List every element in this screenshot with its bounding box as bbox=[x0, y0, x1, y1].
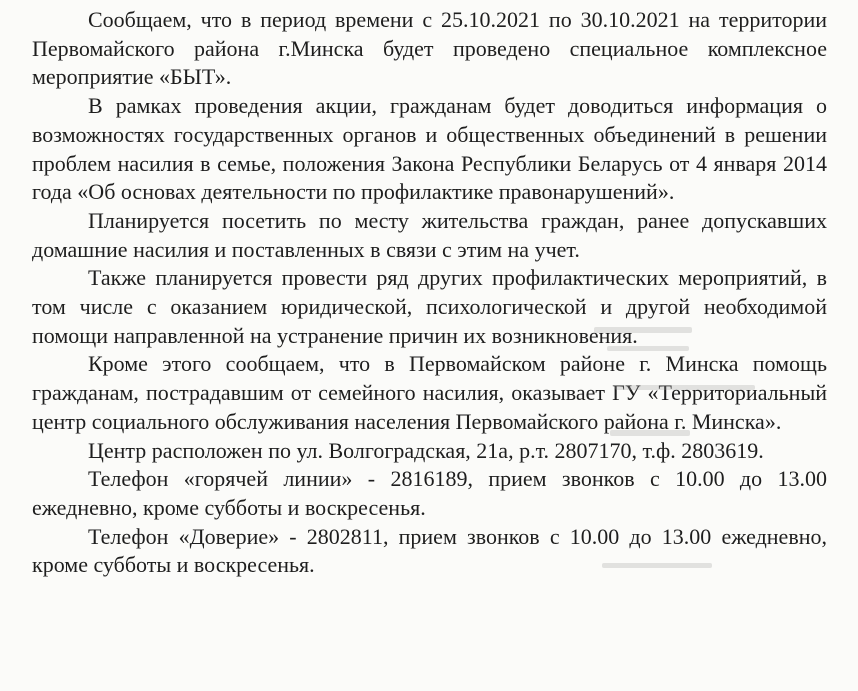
scan-artifact-mark bbox=[615, 385, 755, 390]
scan-artifact-mark bbox=[602, 563, 712, 568]
paragraph-center-address: Центр расположен по ул. Волгоградская, 21а, р.т. 2807170, т.ф. 2803619. bbox=[88, 437, 764, 463]
scan-artifact-mark bbox=[610, 430, 690, 436]
scan-artifact-mark bbox=[594, 327, 692, 333]
paragraph-campaign-info: В рамках проведения акции, гражданам будет доводиться информация о возможностях государственных органов и общественных объединений в решении проблем насилия в семье, положения Закона Республики Беларусь от 4 января 2014 года «Об основах деятельности по профилактике правонарушений». bbox=[32, 93, 827, 205]
paragraph-social-center: Кроме этого сообщаем, что в Первомайском районе г. Минска помощь гражданам, пострадавшим от семейного насилия, оказывает ГУ «Территориальный центр социального обслуживания населения Первомайского района г. Минска». bbox=[32, 351, 827, 434]
paragraph-home-visits: Планируется посетить по месту жительства граждан, ранее допускавших домашние насилия и поставленных в связи с этим на учет. bbox=[32, 207, 827, 262]
document-body bbox=[0, 6, 858, 580]
paragraph-preventive-measures: Также планируется провести ряд других профилактических мероприятий, в том числе с оказанием юридической, психологической и другой необходимой помощи направленной на устранение причин их возникновения. bbox=[32, 265, 827, 348]
scan-artifact-mark bbox=[607, 346, 689, 351]
paragraph-announcement: Сообщаем, что в период времени с 25.10.2021 по 30.10.2021 на территории Первомайского района г.Минска будет проведено специальное комплексное мероприятие «БЫТ». bbox=[32, 7, 827, 90]
paragraph-trust-line: Телефон «Доверие» - 2802811, прием звонков с 10.00 до 13.00 ежедневно, кроме субботы и воскресенья. bbox=[32, 523, 827, 578]
paragraph-hotline: Телефон «горячей линии» - 2816189, прием звонков с 10.00 до 13.00 ежедневно, кроме субботы и воскресенья. bbox=[32, 466, 827, 520]
